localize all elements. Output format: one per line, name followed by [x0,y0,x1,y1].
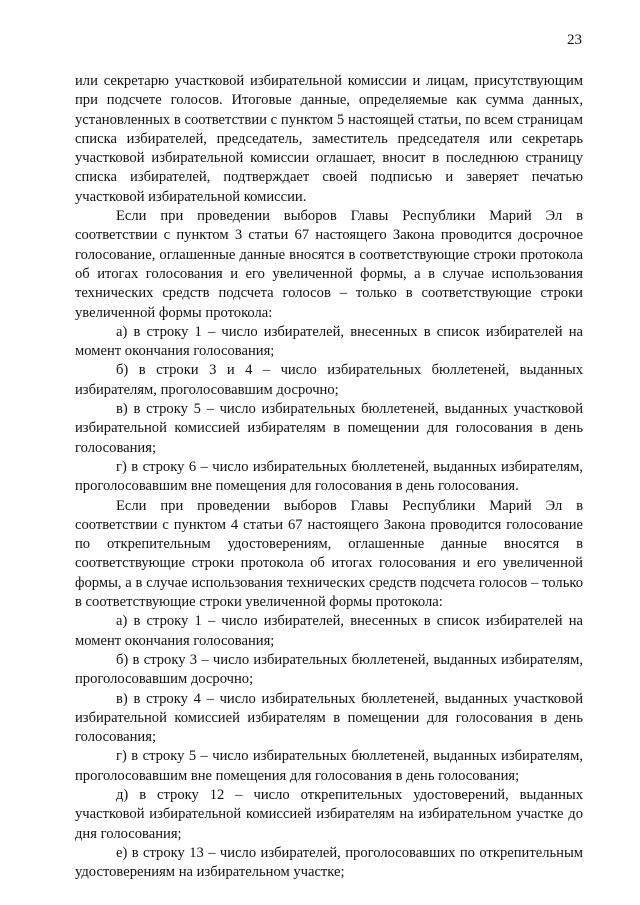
list-item: в) в строку 5 – число избирательных бюллетеней, выданных участковой избирательной комиссией избирателям в помещении для голосования в день голосования; [75,401,583,456]
document-body [75,72,583,882]
list-item: е) в строку 13 – число избирателей, проголосовавших по открепительным удостоверениям на избирательном участке; [75,844,583,881]
paragraph: Если при проведении выборов Главы Республики Марий Эл в соответствии с пунктом 3 статьи 67 настоящего Закона проводится досрочное голосование, оглашенные данные вносятся в соответствующие строки протокола об итогах голосования и его увеличенной формы, а в случае использования технических средств подсчета голосов – только в соответствующие строки увеличенной формы протокола: [75,208,583,321]
paragraph: или секретарю участковой избирательной комиссии и лицам, присутствующим при подсчете голосов. Итоговые данные, определяемые как сумма данных, установленных в соответствии с пунктом 5 настоящей статьи, по всем страницам списка избирателей, председатель, заместитель председателя или секретарь участковой избирательной комиссии оглашает, вносит в последнюю страницу списка избирателей, подтверждает своей подписью и заверяет печатью участковой избирательной комиссии. [75,73,583,205]
list-item: а) в строку 1 – число избирателей, внесенных в список избирателей на момент окончания голосования; [75,323,583,360]
list-item: д) в строку 12 – число открепительных удостоверений, выданных участковой избирательной комиссией избирателям на избирательном участке до дня голосования; [75,786,583,842]
list-item: г) в строку 5 – число избирательных бюллетеней, выданных избирателям, проголосовавшим вне помещения для голосования в день голосования; [75,748,583,784]
paragraph: Если при проведении выборов Главы Республики Марий Эл в соответствии с пунктом 4 статьи 67 настоящего Закона проводится голосование по открепительным удостоверениям, оглашенные данные вносятся в соответствующие строки протокола об итогах голосования и его увеличенной формы, а в случае использования технических средств подсчета голосов – только в соответствующие строки увеличенной формы протокола: [75,497,583,611]
list-item: б) в строки 3 и 4 – число избирательных бюллетеней, выданных избирателям, проголосовавшим досрочно; [75,362,583,398]
list-item: б) в строку 3 – число избирательных бюллетеней, выданных избирателям, проголосовавшим досрочно; [75,651,583,688]
list-item: г) в строку 6 – число избирательных бюллетеней, выданных избирателям, проголосовавшим вне помещения для голосования в день голосования. [75,458,583,495]
list-item: а) в строку 1 – число избирателей, внесенных в список избирателей на момент окончания голосования; [75,613,583,649]
list-item: в) в строку 4 – число избирательных бюллетеней, выданных участковой избирательной комиссией избирателям в помещении для голосования в день голосования; [75,690,583,746]
page-number: 23 [567,32,582,48]
